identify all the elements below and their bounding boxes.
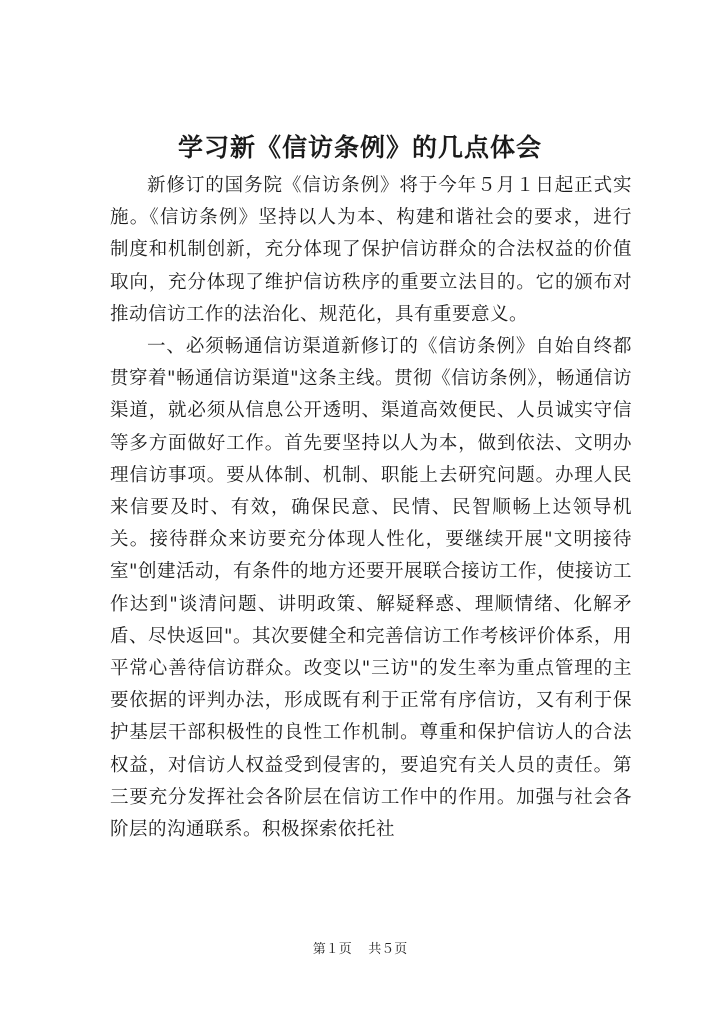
document-body [110,170,632,846]
document-title: 学习新《信访条例》的几点体会 [177,133,542,162]
section-one-paragraph: 一、必须畅通信访渠道新修订的《信访条例》自始自终都贯穿着"畅通信访渠道"这条主线。贯彻《信访条例》，畅通信访渠道，就必须从信息公开透明、渠道高效便民、人员诚实守信等多方面做好工作。首先要坚持以人为本，做到依法、文明办理信访事项。要从体制、机制、职能上去研究问题。办理人民来信要及时、有效，确保民意、民情、民智顺畅上达领导机关。接待群众来访要充分体现人性化，要继续开展"文明接待室"创建活动，有条件的地方还要开展联合接访工作，使接访工作达到"谈清问题、讲明政策、解疑释惑、理顺情绪、化解矛盾、尽快返回"。其次要健全和完善信访工作考核评价体系，用平常心善待信访群众。改变以"三访"的发生率为重点管理的主要依据的评判办法，形成既有利于正常有序信访，又有利于保护基层干部积极性的良性工作机制。尊重和保护信访人的合法权益，对信访人权益受到侵害的，要追究有关人员的责任。第三要充分发挥社会各阶层在信访工作中的作用。加强与社会各阶层的沟通联系。积极探索依托社 [110,336,633,841]
page-footer [0,938,720,957]
page-number: 第１页 [312,942,352,957]
intro-paragraph: 新修订的国务院《信访条例》将于今年５月１日起正式实施。《信访条例》坚持以人为本、构建和谐社会的要求，进行制度和机制创新，充分体现了保护信访群众的合法权益的价值取向，充分体现了维护信访秩序的重要立法目的。它的颁布对推动信访工作的法治化、规范化，具有重要意义。 [110,175,632,325]
page-total: 共５页 [368,942,408,957]
